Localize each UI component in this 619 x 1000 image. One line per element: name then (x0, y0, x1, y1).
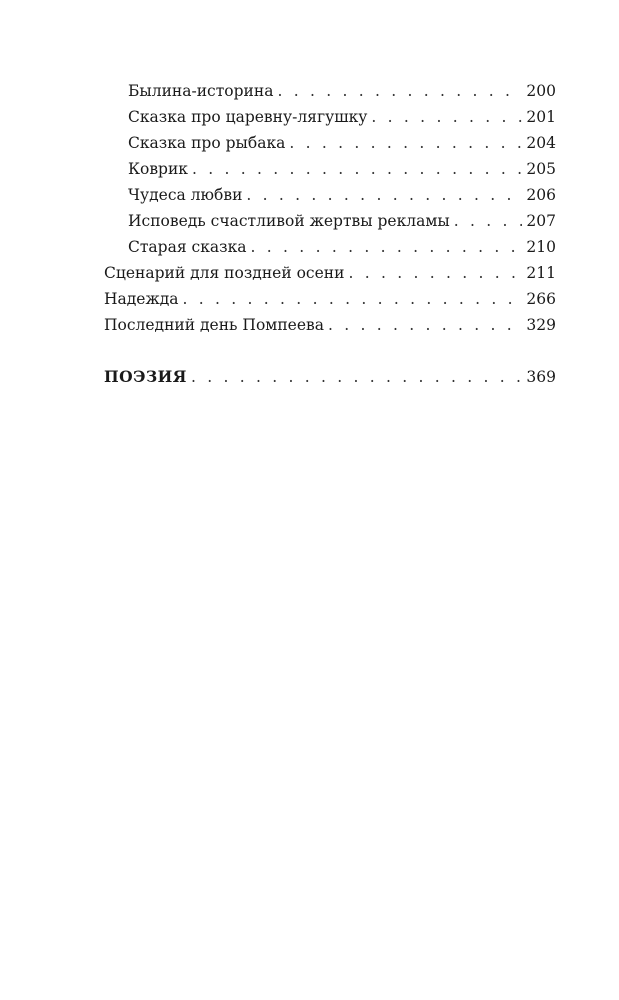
toc-entry[interactable] (104, 286, 556, 312)
toc-dot-leader (348, 260, 522, 286)
toc-entry-title: Былина-историна (128, 82, 274, 100)
toc-entry-title: Чудеса любви (128, 186, 243, 204)
table-of-contents (104, 78, 556, 390)
toc-entry-title: Последний день Помпеева (104, 316, 324, 334)
toc-dot-leader (183, 286, 523, 312)
toc-page-number: 211 (526, 264, 556, 282)
toc-section-poetry[interactable] (104, 364, 556, 390)
toc-dot-leader (191, 364, 522, 390)
toc-entry[interactable] (104, 208, 556, 234)
toc-entry[interactable] (104, 78, 556, 104)
toc-entry-title: Надежда (104, 290, 179, 308)
toc-dot-leader (192, 156, 522, 182)
toc-page-number: 204 (526, 134, 556, 152)
toc-dot-leader (371, 104, 522, 130)
toc-page-number: 369 (526, 368, 556, 386)
toc-dot-leader (454, 208, 523, 234)
toc-page-number: 266 (526, 290, 556, 308)
toc-page-number: 329 (526, 316, 556, 334)
toc-entry[interactable] (104, 234, 556, 260)
toc-dot-leader (277, 78, 522, 104)
toc-dot-leader (328, 312, 522, 338)
toc-entry[interactable] (104, 312, 556, 338)
toc-page-number: 200 (526, 82, 556, 100)
toc-page-number: 205 (526, 160, 556, 178)
toc-page-number: 206 (526, 186, 556, 204)
toc-entry[interactable] (104, 156, 556, 182)
toc-entry-title: Сказка про царевну-лягушку (128, 108, 368, 126)
toc-dot-leader (246, 182, 522, 208)
toc-entry[interactable] (104, 182, 556, 208)
toc-dot-leader (289, 130, 522, 156)
toc-entry-title: Сценарий для поздней осени (104, 264, 345, 282)
toc-entry-title: Сказка про рыбака (128, 134, 286, 152)
toc-page-number: 210 (526, 238, 556, 256)
toc-page-number: 207 (526, 212, 556, 230)
toc-entry-title: Исповедь счастливой жертвы рекламы (128, 212, 450, 230)
toc-section-title: ПОЭЗИЯ (104, 367, 187, 386)
toc-entry[interactable] (104, 104, 556, 130)
toc-entry-title: Старая сказка (128, 238, 247, 256)
toc-entry[interactable] (104, 130, 556, 156)
toc-dot-leader (251, 234, 523, 260)
toc-entry[interactable] (104, 260, 556, 286)
toc-page-number: 201 (526, 108, 556, 126)
toc-entry-title: Коврик (128, 160, 188, 178)
